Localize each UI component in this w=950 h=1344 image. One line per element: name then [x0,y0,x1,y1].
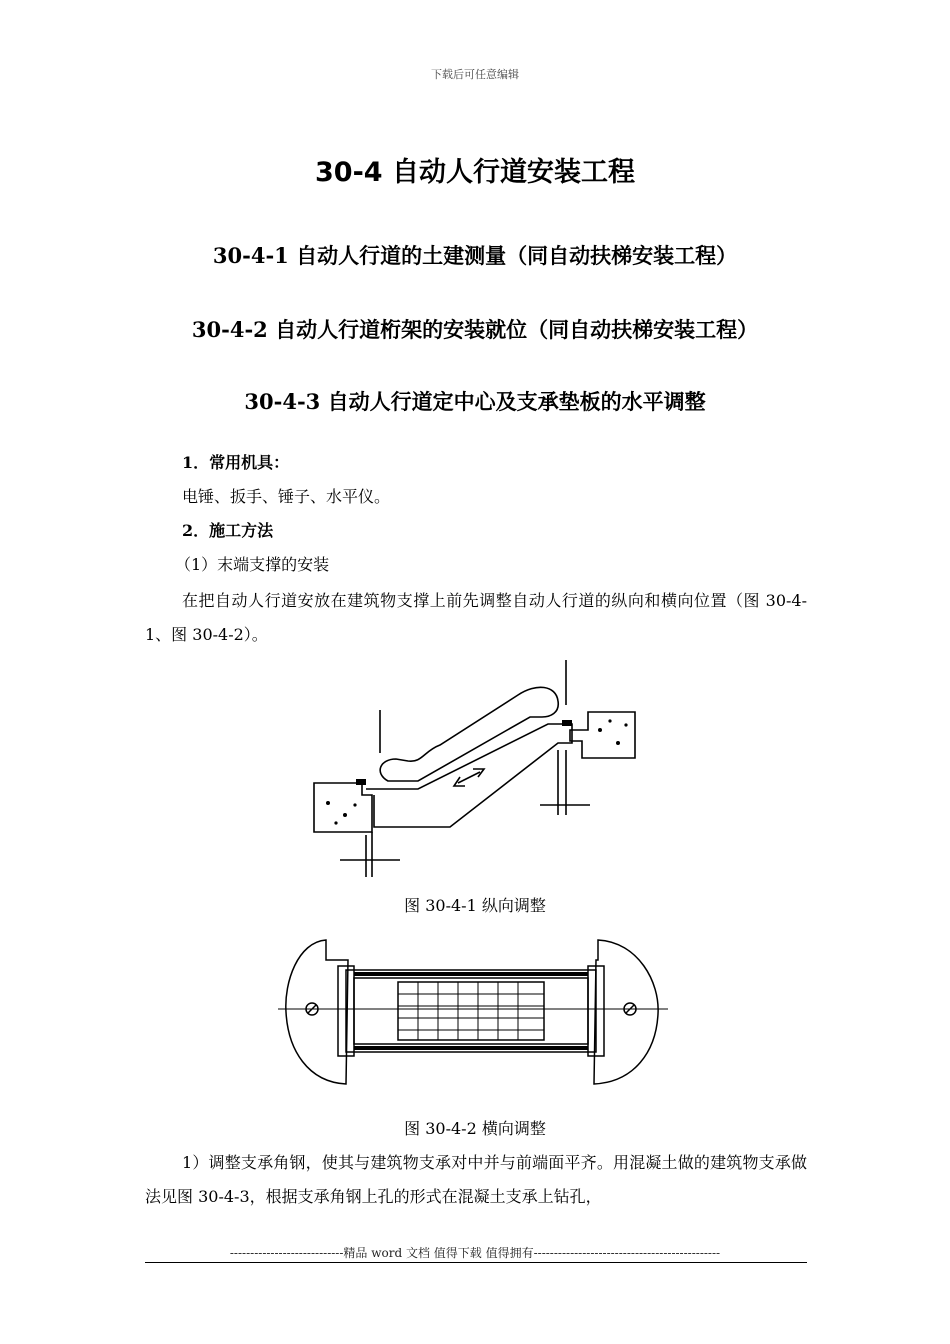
method-heading: 2．施工方法 [182,521,274,540]
figure-transverse-adjustment [278,932,668,1092]
paragraph-2: 1）调整支承角钢，使其与建筑物支承对中并与前端面平齐。用混凝土做的建筑物支承做法见图 30-4-3，根据支承角钢上孔的形式在混凝土支承上钻孔， [145,1153,807,1206]
footer-text: ----------------------------精品 word 文档 值得下载 值得拥有---------------------------------------------- [229,1246,721,1260]
paragraph-1: 在把自动人行道安放在建筑物支撑上前先调整自动人行道的纵向和横向位置（图 30-4-1、图 30-4-2）。 [145,591,807,644]
section-heading-30-4-3: 30-4-3 自动人行道定中心及支承垫板的水平调整 [244,389,706,414]
step1-heading: （1）末端支撑的安装 [175,555,330,574]
footer-divider [145,1262,807,1263]
section-heading-30-4-2: 30-4-2 自动人行道桁架的安装就位（同自动扶梯安装工程） [191,317,759,342]
section-heading-30-4-1: 30-4-1 自动人行道的土建测量（同自动扶梯安装工程） [212,243,738,268]
tools-heading: 1．常用机具： [182,453,290,472]
figure-longitudinal-adjustment [300,655,660,885]
document-title: 30-4 自动人行道安装工程 [315,157,635,188]
figure-1-caption: 图 30-4-1 纵向调整 [404,896,546,915]
figure-2-caption: 图 30-4-2 横向调整 [404,1119,546,1138]
header-note: 下载后可任意编辑 [431,68,519,81]
tools-list: 电锤、扳手、锤子、水平仪。 [182,487,391,506]
